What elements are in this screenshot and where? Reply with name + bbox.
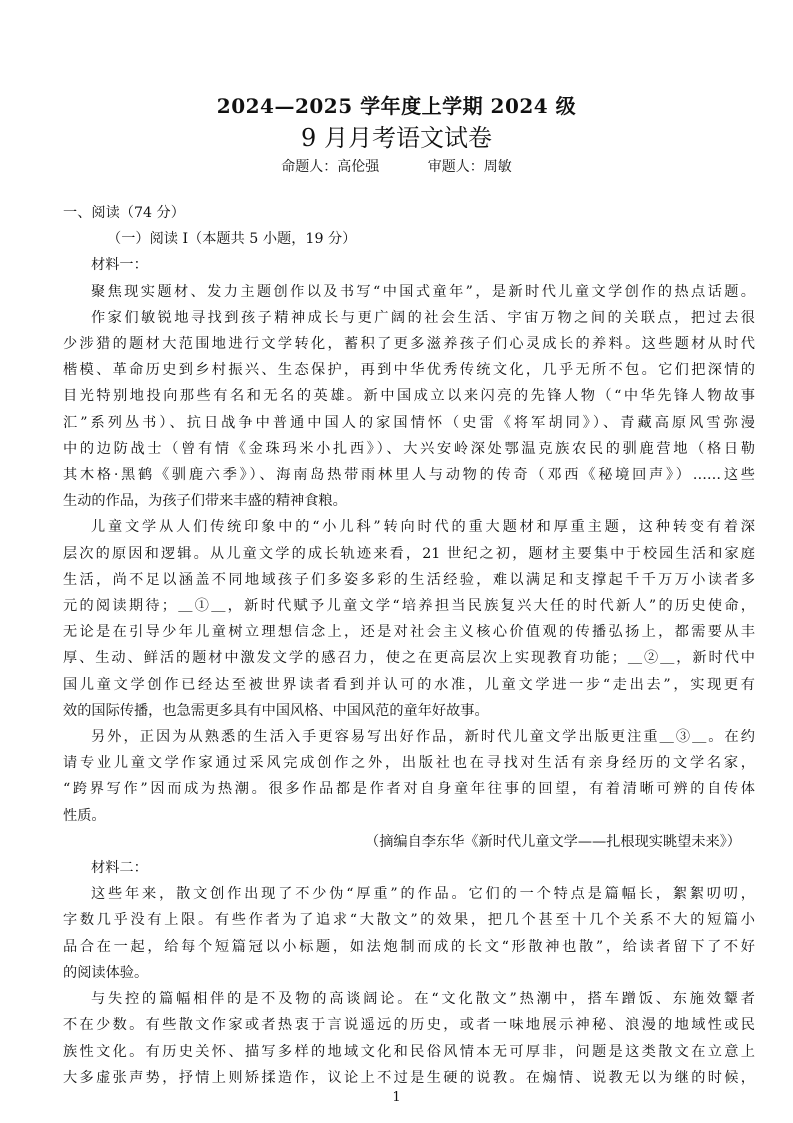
paragraph-line: 生动的作品，为孩子们带来丰盛的精神食粮。 xyxy=(63,493,347,510)
exam-title-line2: 9 月月考语文试卷 xyxy=(301,124,492,152)
paragraph-line: 楷模、革命历史到乡村振兴、生态保护，再到中华优秀传统文化，几乎无所不包。它们把深情的 xyxy=(63,362,755,379)
page-number: 1 xyxy=(392,1090,401,1105)
paragraph-line: 与失控的篇幅相伴的是不及物的高谈阔论。在“文化散文”热潮中，搭车蹭饭、东施效颦者 xyxy=(91,991,755,1008)
paragraph-line: 生活，尚不足以涵盖不同地域孩子们多姿多彩的生活经验，难以满足和支撑起千千万万小读者多 xyxy=(63,571,755,588)
paragraph-line-blank-1: 元的阅读期待；＿①＿，新时代赋予儿童文学“培养担当民族复兴大任的时代新人”的历史使命， xyxy=(63,598,755,615)
paragraph-line: 目光特别地投向那些有名和无名的英雄。新中国成立以来闪亮的先锋人物（“中华先锋人物故事 xyxy=(63,388,755,405)
reviewer-label: 审题人：周敏 xyxy=(427,159,512,175)
paragraph-line: 效的国际传播，也急需更多具有中国风格、中国风范的童年好故事。 xyxy=(63,702,489,719)
paragraph-line: 儿童文学从人们传统印象中的“小儿科”转向时代的重大题材和厚重主题，这种转变有着深 xyxy=(91,519,755,536)
section-heading: 一、阅读（74 分） xyxy=(63,205,185,221)
exam-body xyxy=(63,200,755,1091)
material1-source: （摘编自李东华《新时代儿童文学——扎根现实眺望未来》） xyxy=(365,833,741,850)
paragraph-line: 大多虚张声势，抒情上则矫揉造作，议论上不过是生硬的说教。在煽情、说教无以为继的时候， xyxy=(63,1069,755,1086)
paragraph-line-blank-2: 厚、生动、鲜活的题材中激发文学的感召力，使之在更高层次上实现教育功能；＿②＿，新时代中 xyxy=(63,650,755,667)
paragraph-line: 字数几乎没有上限。有些作者为了追求“大散文”的效果，把几个甚至十几个关系不大的短篇小 xyxy=(63,912,755,929)
paragraph-line: 层次的原因和逻辑。从儿童文学的成长轨迹来看，21 世纪之初，题材主要集中于校园生活和家庭 xyxy=(63,545,755,562)
paragraph-line: 作家们敏锐地寻找到孩子精神成长与更广阔的社会生活、宇宙万物之间的关联点，把过去很 xyxy=(91,309,755,326)
paragraph-line: 其木格·黑鹤《驯鹿六季》）、海南岛热带雨林里人与动物的传奇（邓西《秘境回声》）……这些 xyxy=(63,467,755,484)
setter-label: 命题人：高伦强 xyxy=(281,159,380,175)
paragraph-line: 请专业儿童文学作家通过采风完成创作之外，出版社也在寻找对生活有亲身经历的文学名家， xyxy=(63,755,755,772)
paragraph-line: “跨界写作”因而成为热潮。很多作品都是作者对自身童年往事的回望，有着清晰可辨的自传体 xyxy=(63,781,755,798)
material2-label: 材料二： xyxy=(91,860,148,877)
exam-title-line1: 2024—2025 学年度上学期 2024 级 xyxy=(216,94,577,118)
paragraph-line: 性质。 xyxy=(63,807,106,824)
paragraph-line: 汇”系列丛书）、抗日战争中普通中国人的家国情怀（史雷《将军胡同》）、青藏高原风雪弥漫 xyxy=(63,414,755,431)
paragraph-line-blank-3: 另外，正因为从熟悉的生活入手更容易写出好作品，新时代儿童文学出版更注重＿③＿。在约 xyxy=(91,729,755,746)
paragraph-line: 国儿童文学创作已经达至被世界读者看到并认可的水准，儿童文学进一步“走出去”，实现更有 xyxy=(63,676,755,693)
paragraph-line: 聚焦现实题材、发力主题创作以及书写“中国式童年”，是新时代儿童文学创作的热点话题。 xyxy=(91,283,755,300)
paragraph-line: 族性文化。有历史关怀、描写多样的地域文化和民俗风情本无可厚非，问题是这类散文在立意上 xyxy=(63,1043,755,1060)
material1-label: 材料一： xyxy=(91,257,148,274)
paragraph-line: 的阅读体验。 xyxy=(63,964,149,981)
paragraph-line: 少涉猎的题材大范围地进行文学转化，蓄积了更多滋养孩子们心灵成长的养料。这些题材从时代 xyxy=(63,336,755,353)
paragraph-line: 中的边防战士（曾有情《金珠玛米小扎西》）、大兴安岭深处鄂温克族农民的驯鹿营地（格日勒 xyxy=(63,440,755,457)
paragraph-line: 不在少数。有些散文作家或者热衷于言说遥远的历史，或者一味地展示神秘、浪漫的地域性或民 xyxy=(63,1017,755,1034)
paragraph-line: 无论是在引导少年儿童树立理想信念上，还是对社会主义核心价值观的传播弘扬上，都需要从丰 xyxy=(63,624,755,641)
paragraph-line: 品合在一起，给每个短篇冠以小标题，如法炮制而成的长文“形散神也散”，给读者留下了不好 xyxy=(63,938,755,955)
subsection-heading: （一）阅读 I（本题共 5 小题，19 分） xyxy=(107,231,357,248)
paragraph-line: 这些年来，散文创作出现了不少伪“厚重”的作品。它们的一个特点是篇幅长，絮絮叨叨， xyxy=(91,886,755,903)
exam-authors xyxy=(0,156,793,176)
